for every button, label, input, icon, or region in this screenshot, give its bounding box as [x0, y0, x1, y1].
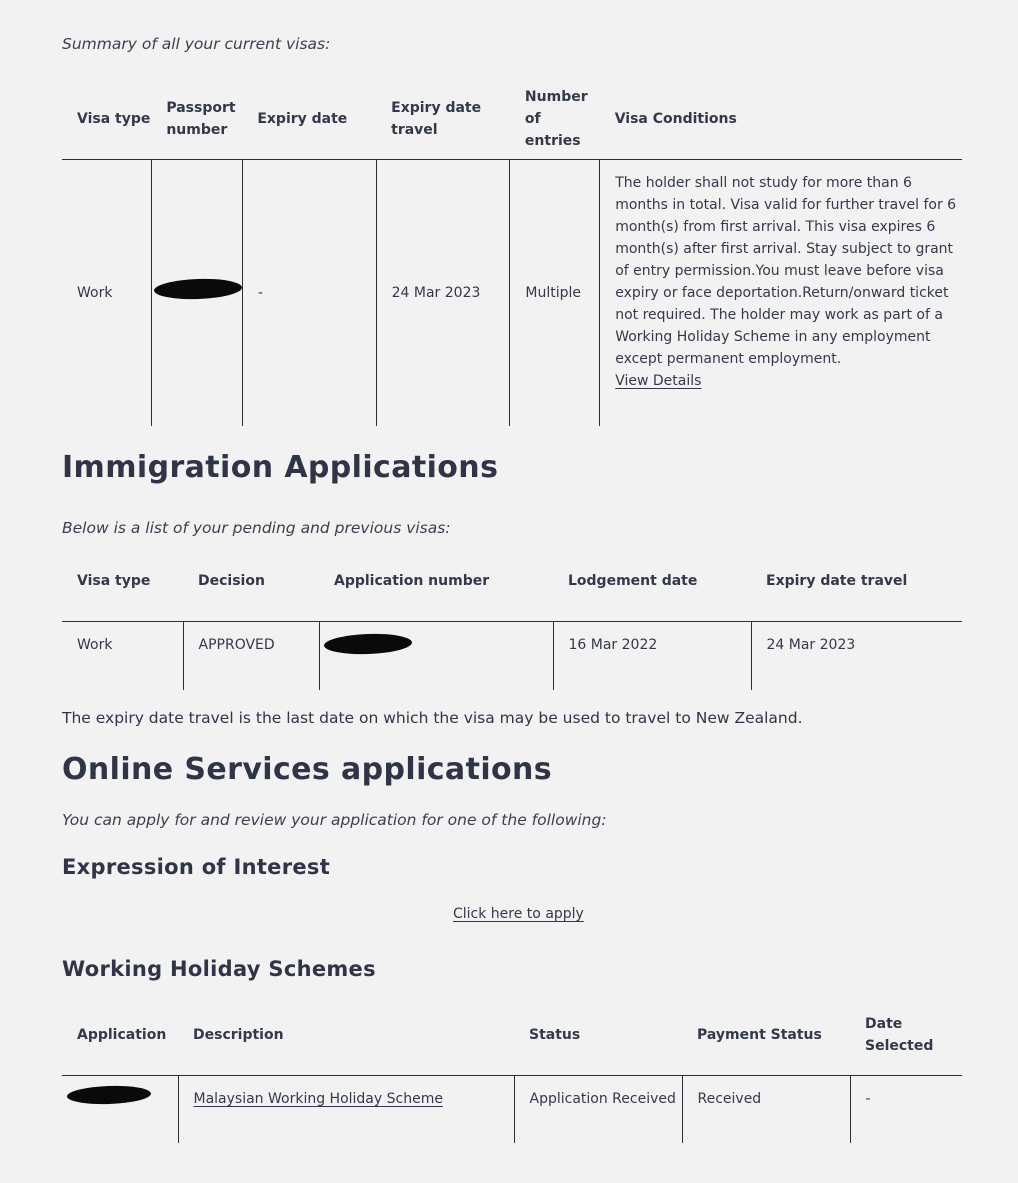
col-header-lodgement-date: Lodgement date: [568, 573, 698, 590]
table-row: [62, 1075, 962, 1143]
table-header-row: [62, 542, 962, 621]
cell-application: [62, 1075, 178, 1143]
cell-visa-conditions: [600, 159, 962, 426]
cell-application-number: [319, 621, 553, 690]
redacted-application-id: [67, 1084, 152, 1105]
immigration-applications-title: Immigration Applications: [62, 450, 499, 485]
cell-payment-status: Received: [682, 1075, 850, 1143]
col-header-expiry-date-travel: Expiry date travel: [391, 100, 482, 139]
cell-decision: APPROVED: [183, 621, 319, 690]
visas-summary-text: Summary of all your current visas:: [62, 35, 331, 53]
immigration-applications-table: [62, 542, 962, 690]
visa-conditions-text: The holder shall not study for more than 6 months in total. Visa valid for further travel for 6 month(s) from first arrival. This visa expires 6 month(s) after first arrival. Stay subject to grant of entry permission.You must leave before visa expiry or face deportation.Return/onward ticket not required. The holder may work as part of a Working Holiday Scheme in any employment except permanent employment.: [615, 174, 957, 367]
cell-expiry-date-travel: 24 Mar 2023: [376, 159, 510, 426]
col-header-date-selected: Date Selected: [865, 1016, 934, 1055]
col-header-visa-type: Visa type: [77, 573, 151, 590]
table-header-row: [62, 80, 962, 159]
working-holiday-schemes-table: [62, 996, 962, 1143]
immigration-intro-text: Below is a list of your pending and previous visas:: [62, 519, 451, 537]
cell-passport-number: [151, 159, 242, 426]
col-header-payment-status: Payment Status: [697, 1027, 822, 1044]
online-services-title: Online Services applications: [62, 752, 553, 787]
cell-description: [178, 1075, 514, 1143]
table-row: [62, 621, 962, 690]
col-header-visa-type: Visa type: [77, 111, 151, 128]
col-header-expiry-date-travel: Expiry date travel: [766, 573, 908, 590]
col-header-passport-number: Passport number: [166, 100, 236, 139]
col-header-status: Status: [529, 1027, 581, 1044]
table-header-row: [62, 996, 962, 1075]
malaysian-whs-link[interactable]: Malaysian Working Holiday Scheme: [193, 1090, 443, 1107]
current-visas-table: [62, 80, 962, 426]
cell-expiry-date-travel: 24 Mar 2023: [751, 621, 962, 690]
cell-visa-type: Work: [62, 621, 183, 690]
col-header-decision: Decision: [198, 573, 265, 590]
cell-entries: Multiple: [510, 159, 600, 426]
expiry-date-note: The expiry date travel is the last date on which the visa may be used to travel to New Zealand.: [62, 709, 803, 727]
view-details-link[interactable]: View Details: [615, 372, 702, 389]
apply-link[interactable]: Click here to apply: [453, 906, 584, 922]
expression-of-interest-title: Expression of Interest: [62, 855, 331, 879]
cell-visa-type: Work: [62, 159, 151, 426]
redacted-application-number: [323, 632, 412, 655]
cell-lodgement-date: 16 Mar 2022: [553, 621, 751, 690]
working-holiday-schemes-title: Working Holiday Schemes: [62, 957, 376, 981]
cell-status: Application Received: [514, 1075, 682, 1143]
online-services-intro: You can apply for and review your application for one of the following:: [62, 811, 607, 829]
col-header-number-of-entries: Number of entries: [524, 89, 588, 150]
col-header-description: Description: [193, 1027, 284, 1044]
col-header-application: Application: [77, 1027, 167, 1044]
table-row: [62, 159, 962, 426]
cell-expiry-date: -: [242, 159, 376, 426]
cell-date-selected: -: [850, 1075, 962, 1143]
col-header-application-number: Application number: [334, 573, 490, 590]
redacted-passport-number: [154, 278, 243, 301]
col-header-visa-conditions: Visa Conditions: [614, 111, 737, 128]
col-header-expiry-date: Expiry date: [257, 111, 348, 128]
